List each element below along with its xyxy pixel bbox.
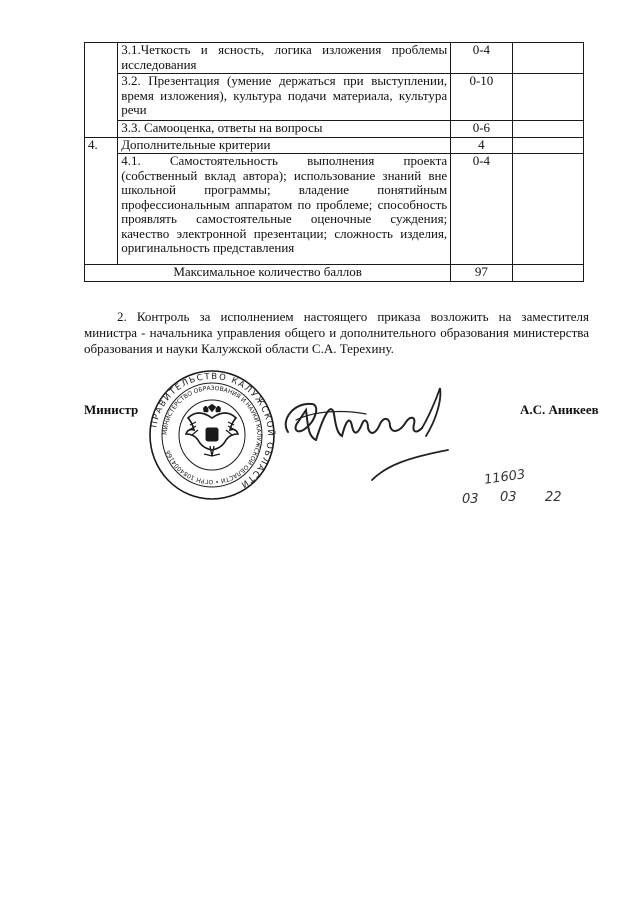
- criterion-text: Дополнительные критерии: [118, 138, 451, 154]
- criterion-score: 0-4: [451, 43, 512, 74]
- criterion-score: 0-6: [451, 121, 512, 138]
- total-score: 97: [451, 265, 512, 282]
- table-row: [85, 121, 584, 138]
- criteria-table: [84, 42, 584, 282]
- official-seal-icon: [148, 368, 276, 502]
- svg-text:МИНИСТЕРСТВО ОБРАЗОВАНИЯ И НАУ: МИНИСТЕРСТВО ОБРАЗОВАНИЯ И НАУКИ КАЛУЖСКОЙ ОБЛАСТИ • ОГРН 1084004166: [161, 384, 263, 486]
- criterion-text: 3.1.Четкость и ясность, логика изложения проблемы исследования: [118, 43, 451, 74]
- handwritten-date-day: 03: [462, 492, 479, 507]
- handwritten-date-month: 03: [500, 490, 517, 505]
- criterion-score: 0-4: [451, 154, 512, 265]
- eagle-emblem-icon: [186, 404, 238, 456]
- svg-text:ПРАВИТЕЛЬСТВО КАЛУЖСКОЙ ОБЛАСТ: ПРАВИТЕЛЬСТВО КАЛУЖСКОЙ ОБЛАСТИ: [149, 371, 276, 490]
- table-row: [85, 74, 584, 121]
- table-row: [85, 43, 584, 74]
- empty-cell: [512, 138, 583, 154]
- criterion-text: 3.3. Самооценка, ответы на вопросы: [118, 121, 451, 138]
- table-row: [85, 154, 584, 265]
- signature-icon: [276, 380, 451, 485]
- table-row: [85, 138, 584, 154]
- row-number: [85, 43, 118, 138]
- empty-cell: [512, 74, 583, 121]
- empty-cell: [512, 121, 583, 138]
- empty-cell: [512, 154, 583, 265]
- minister-name: А.С. Аникеев: [520, 402, 599, 417]
- empty-cell: [512, 43, 583, 74]
- criterion-score: 0-10: [451, 74, 512, 121]
- total-label: Максимальное количество баллов: [85, 265, 451, 282]
- minister-title: Министр: [84, 402, 139, 417]
- criterion-text: 3.2. Презентация (умение держаться при выступлении, время изложения), культура подачи материала, культура речи: [118, 74, 451, 121]
- criterion-text: 4.1. Самостоятельность выполнения проекта (собственный вклад автора); использование знаний вне школьной программы; владение понятийным профессиональным аппаратом по проблеме; способность проявлять самостоятельные оценочные суждения; качество электронной презентации; сложность изделия, оригинальность представления: [118, 154, 451, 265]
- handwritten-number: 11603: [483, 467, 527, 488]
- control-paragraph: 2. Контроль за исполнением настоящего приказа возложить на заместителя министра - начальника управления общего и дополнительного образования министерства образования и науки Калужской области С.А. Терехину.: [84, 309, 589, 356]
- total-row: [85, 265, 584, 282]
- row-number: 4.: [85, 138, 118, 265]
- handwritten-date-year: 22: [545, 490, 562, 505]
- criterion-score: 4: [451, 138, 512, 154]
- empty-cell: [512, 265, 583, 282]
